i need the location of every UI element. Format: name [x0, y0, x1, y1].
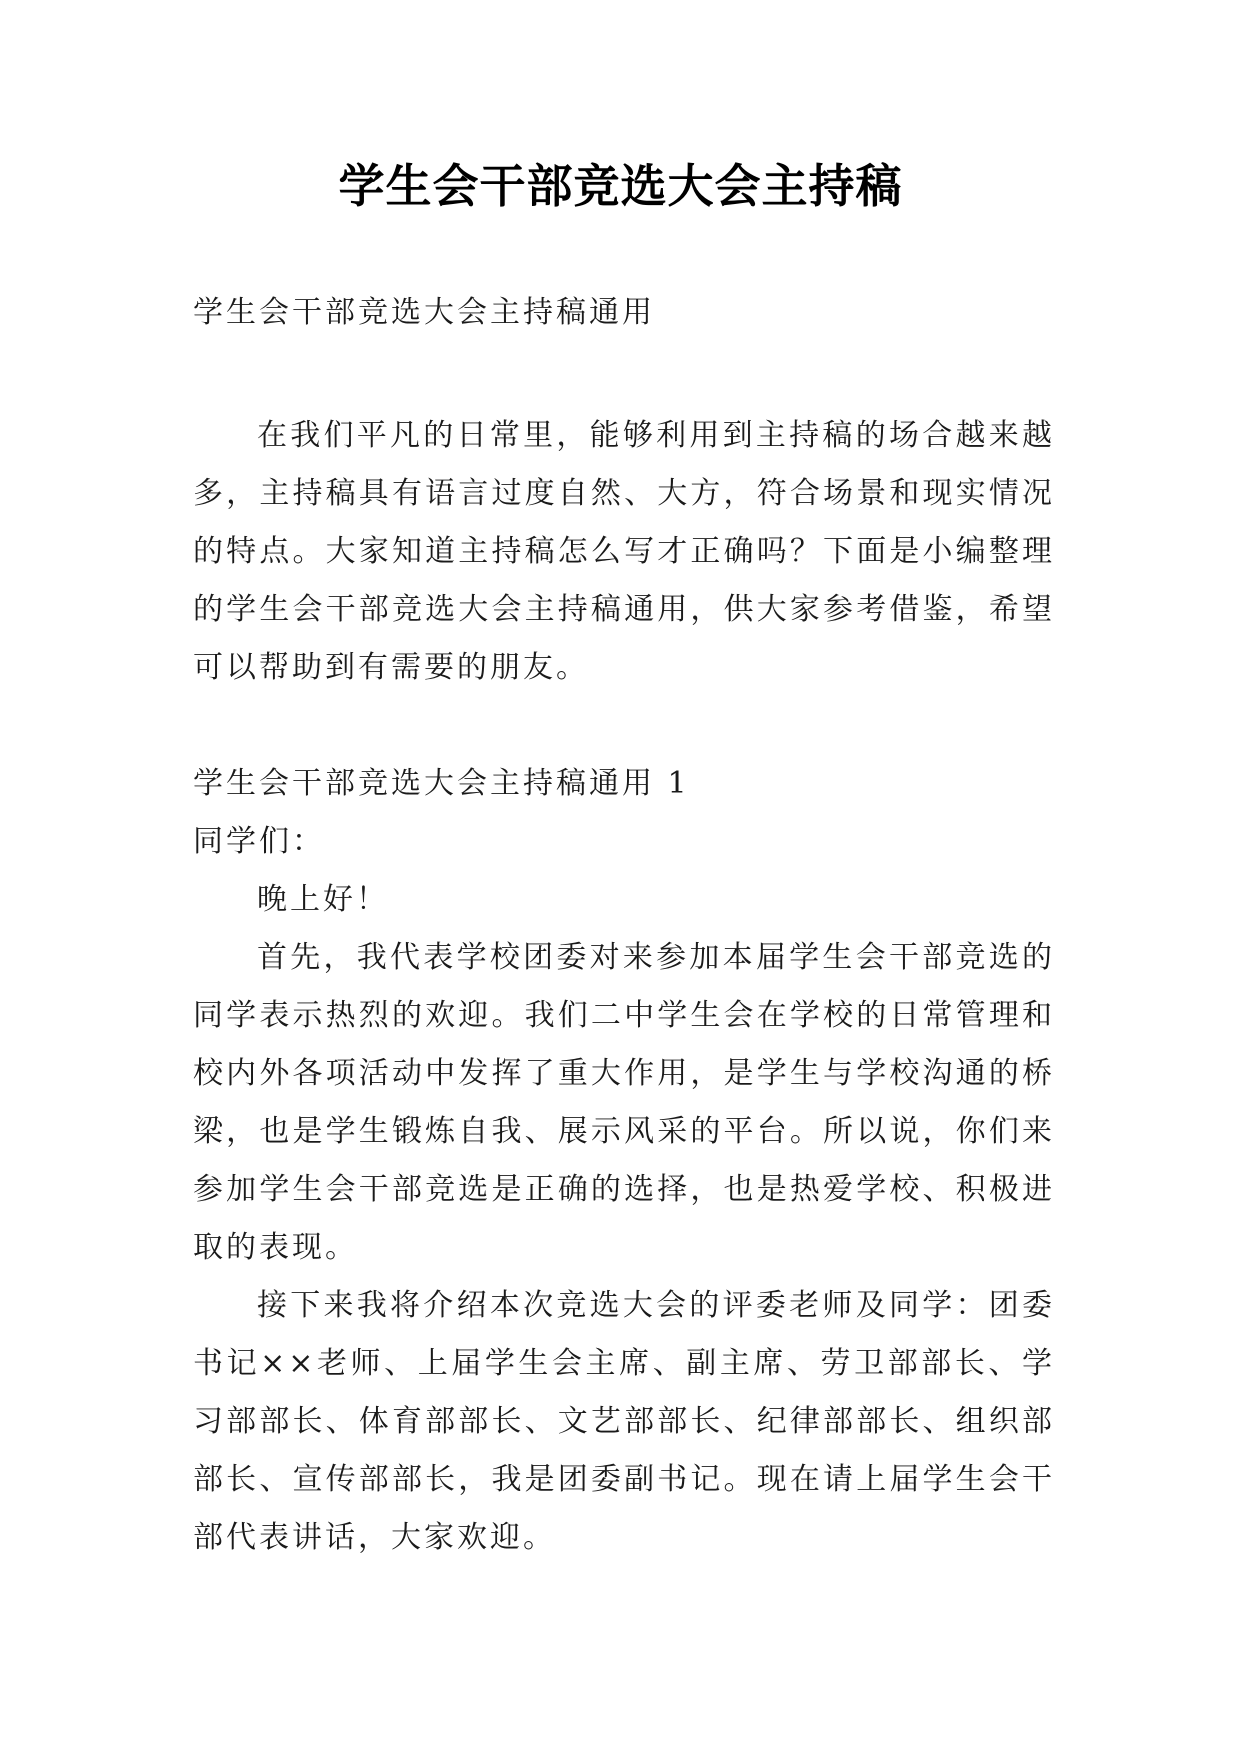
- section-heading: 学生会干部竞选大会主持稿通用 1: [193, 766, 690, 801]
- body-paragraph-1: 首先，我代表学校团委对来参加本届学生会干部竞选的同学表示热烈的欢迎。我们二中学生会在学校的日常管理和校内外各项活动中发挥了重大作用，是学生与学校沟通的桥梁，也是学生锻炼自我、展示风采的平台。所以说，你们来参加学生会干部竞选是正确的选择，也是热爱学校、积极进取的表现。: [193, 940, 1055, 1265]
- body-paragraph-2: 接下来我将介绍本次竞选大会的评委老师及同学：团委书记××老师、上届学生会主席、副主席、劳卫部部长、学习部部长、体育部部长、文艺部部长、纪律部部长、组织部部长、宣传部部长，我是团委副书记。现在请上届学生会干部代表讲话，大家欢迎。: [193, 1288, 1055, 1555]
- spacer: [193, 697, 1055, 755]
- document-subtitle: 学生会干部竞选大会主持稿通用: [193, 295, 655, 330]
- salutation: 同学们：: [193, 824, 325, 859]
- document-body: [193, 284, 1055, 1567]
- document-title: 学生会干部竞选大会主持稿: [338, 159, 903, 213]
- greeting: 晚上好！: [257, 882, 389, 917]
- intro-paragraph: 在我们平凡的日常里，能够利用到主持稿的场合越来越多，主持稿具有语言过度自然、大方，符合场景和现实情况的特点。大家知道主持稿怎么写才正确吗？下面是小编整理的学生会干部竞选大会主持稿通用，供大家参考借鉴，希望可以帮助到有需要的朋友。: [193, 418, 1055, 685]
- spacer: [193, 342, 1055, 407]
